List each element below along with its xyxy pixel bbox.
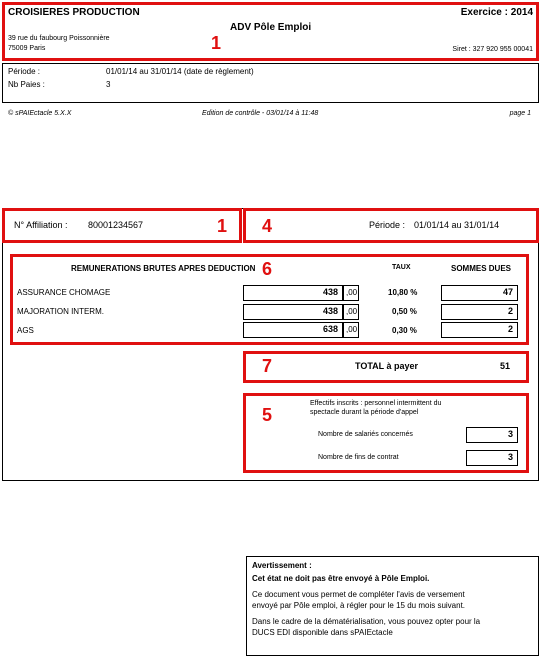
address-line-1: 39 rue du faubourg Poissonnière: [8, 35, 110, 42]
edition-label: Edition de contrôle - 03/01/14 à 11:48: [202, 110, 319, 117]
row-label-assurance-chomage: ASSURANCE CHOMAGE: [17, 288, 111, 297]
total-label: TOTAL à payer: [355, 361, 419, 371]
remunerations-title: REMUNERATIONS BRUTES APRES DEDUCTION: [71, 264, 256, 273]
marker-1-header: 1: [211, 33, 222, 53]
marker-1-affiliation: 1: [217, 216, 228, 236]
warning-para-2-line-2: DUCS EDI disponible dans sPAIEctacle: [252, 628, 393, 637]
siret-number: Siret : 327 920 955 00041: [452, 46, 533, 53]
period-box: [2, 63, 539, 103]
marker-4-periode: 4: [262, 216, 273, 236]
company-name: CROISIERES PRODUCTION: [8, 7, 140, 18]
affiliation-value: 80001234567: [88, 220, 144, 230]
col-taux-header: TAUX: [392, 264, 411, 271]
warning-bold-line: Cet état ne doit pas être envoyé à Pôle Emploi.: [252, 574, 430, 583]
base-amount-ags: 638: [243, 322, 343, 338]
exercise-label: Exercice : 2014: [460, 7, 533, 18]
cents-majoration: ,00: [343, 304, 359, 320]
periode-label: Période :: [369, 220, 406, 230]
taux-majoration: 0,50 %: [392, 307, 417, 316]
address-line-2: 75009 Paris: [8, 45, 46, 52]
period-label: Période :: [8, 67, 41, 76]
warning-para-2-line-1: Dans le cadre de la dématérialisation, vous pouvez opter pour la: [252, 617, 481, 626]
warning-title: Avertissement :: [252, 561, 312, 570]
salaries-label: Nombre de salariés concernés: [318, 431, 413, 438]
affiliation-label: N° Affiliation :: [14, 220, 68, 230]
marker-7-total: 7: [262, 356, 273, 376]
due-ags: 2: [441, 322, 518, 338]
pays-value: 3: [106, 80, 111, 89]
taux-ags: 0,30 %: [392, 326, 417, 335]
row-label-majoration: MAJORATION INTERM.: [17, 307, 104, 316]
marker-5-effectifs: 5: [262, 405, 273, 425]
taux-assurance-chomage: 10,80 %: [388, 288, 418, 297]
page-number: page 1: [509, 110, 531, 117]
software-label: © sPAIEctacle 5.X.X: [8, 110, 72, 117]
effectifs-text-line-2: spectacle durant la période d'appel: [310, 409, 419, 416]
document-title: ADV Pôle Emploi: [230, 22, 312, 33]
total-value: 51: [500, 361, 511, 371]
pays-label: Nb Paies :: [8, 80, 45, 89]
row-label-ags: AGS: [17, 326, 34, 335]
base-amount-majoration: 438: [243, 304, 343, 320]
period-value: 01/01/14 au 31/01/14 (date de règlement): [106, 67, 254, 76]
salaries-value: 3: [466, 427, 518, 443]
col-sommes-header: SOMMES DUES: [451, 264, 512, 273]
due-assurance-chomage: 47: [441, 285, 518, 301]
cents-ags: ,00: [343, 322, 359, 338]
periode-value: 01/01/14 au 31/01/14: [414, 220, 500, 230]
cents-assurance-chomage: ,00: [343, 285, 359, 301]
due-majoration: 2: [441, 304, 518, 320]
marker-6-remunerations: 6: [262, 259, 273, 279]
warning-para-1-line-2: envoyé par Pôle emploi, à régler pour le 15 du mois suivant.: [252, 601, 466, 610]
fins-value: 3: [466, 450, 518, 466]
warning-para-1-line-1: Ce document vous permet de compléter l'avis de versement: [252, 590, 465, 599]
fins-label: Nombre de fins de contrat: [318, 454, 399, 461]
effectifs-text-line-1: Effectifs inscrits : personnel intermittent du: [310, 400, 442, 407]
base-amount-assurance-chomage: 438: [243, 285, 343, 301]
